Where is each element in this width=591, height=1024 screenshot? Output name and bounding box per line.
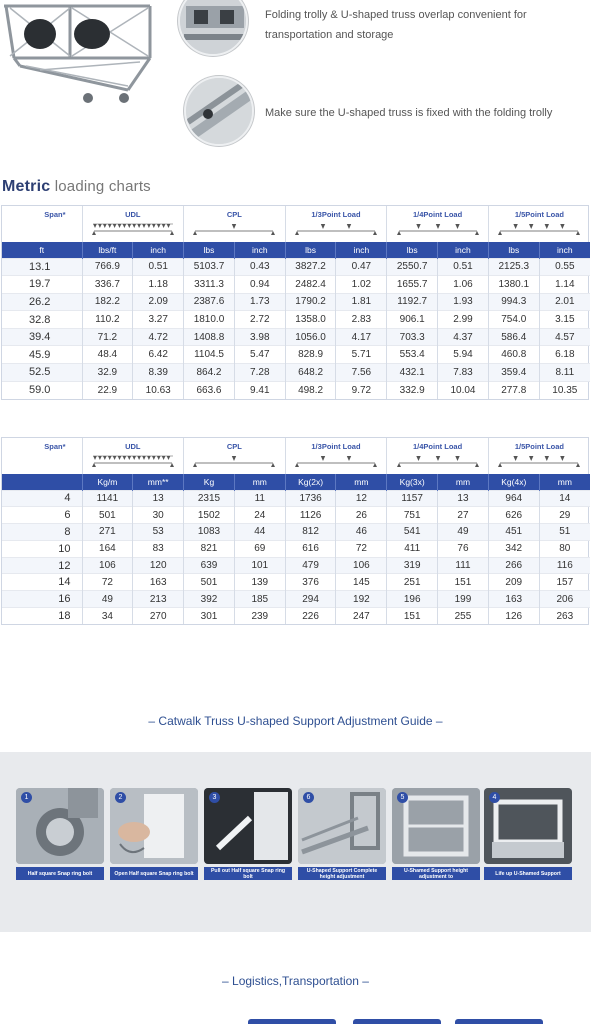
guide-step xyxy=(16,788,104,880)
span-cell: 8 xyxy=(2,524,82,541)
unit-cell: Kg(4x) xyxy=(488,474,539,490)
load-type-header-row xyxy=(2,438,590,474)
value-cell: 8.39 xyxy=(133,364,184,382)
table-row xyxy=(2,490,590,507)
value-cell: 6.18 xyxy=(539,346,590,364)
table-row xyxy=(2,540,590,557)
value-cell: 209 xyxy=(488,574,539,591)
value-cell: 0.55 xyxy=(539,258,590,276)
span-cell: 52.5 xyxy=(2,364,82,382)
value-cell: 0.47 xyxy=(336,258,387,276)
value-cell: 1104.5 xyxy=(184,346,235,364)
value-cell: 151 xyxy=(387,608,438,625)
span-cell: 14 xyxy=(2,574,82,591)
header-udl: UDL xyxy=(82,206,184,242)
guide-step xyxy=(204,788,292,880)
value-cell: 586.4 xyxy=(488,328,539,346)
step-caption: Half square Snap ring bolt xyxy=(16,867,104,880)
table-row xyxy=(2,591,590,608)
value-cell: 1408.8 xyxy=(184,328,235,346)
value-cell: 294 xyxy=(285,591,336,608)
value-cell: 106 xyxy=(336,557,387,574)
value-cell: 1358.0 xyxy=(285,311,336,329)
value-cell: 5.71 xyxy=(336,346,387,364)
load-type-header-row xyxy=(2,206,590,242)
value-cell: 266 xyxy=(488,557,539,574)
value-cell: 2387.6 xyxy=(184,293,235,311)
value-cell: 72 xyxy=(82,574,133,591)
value-cell: 703.3 xyxy=(387,328,438,346)
value-cell: 1.14 xyxy=(539,276,590,294)
table-row xyxy=(2,258,590,276)
quarter-point-diagram-icon xyxy=(397,223,479,235)
value-cell: 1083 xyxy=(184,524,235,541)
value-cell: 2.09 xyxy=(133,293,184,311)
header-third-point: 1/3Point Load xyxy=(285,206,387,242)
third-point-diagram-icon xyxy=(295,455,377,467)
value-cell: 498.2 xyxy=(285,381,336,399)
value-cell: 199 xyxy=(438,591,489,608)
loading-table-metric xyxy=(1,437,589,625)
table-row xyxy=(2,574,590,591)
unit-cell: Kg(3x) xyxy=(387,474,438,490)
value-cell: 2.83 xyxy=(336,311,387,329)
step-number: 5 xyxy=(397,792,408,803)
value-cell: 46 xyxy=(336,524,387,541)
cpl-diagram-icon xyxy=(193,223,275,235)
unit-cell: inch xyxy=(234,242,285,258)
step-caption: Life up U-Shamed Support xyxy=(484,867,572,880)
step-photo xyxy=(392,788,480,864)
value-cell: 5103.7 xyxy=(184,258,235,276)
value-cell: 1056.0 xyxy=(285,328,336,346)
value-cell: 3.15 xyxy=(539,311,590,329)
logistics-tab[interactable] xyxy=(455,1019,543,1024)
value-cell: 1.81 xyxy=(336,293,387,311)
value-cell: 4.72 xyxy=(133,328,184,346)
step-number: 2 xyxy=(115,792,126,803)
value-cell: 270 xyxy=(133,608,184,625)
value-cell: 994.3 xyxy=(488,293,539,311)
value-cell: 1.06 xyxy=(438,276,489,294)
header-quarter-point: 1/4Point Load xyxy=(387,206,489,242)
step-photo xyxy=(204,788,292,864)
value-cell: 145 xyxy=(336,574,387,591)
header-quarter-point: 1/4Point Load xyxy=(387,438,489,474)
table-row xyxy=(2,276,590,294)
value-cell: 3827.2 xyxy=(285,258,336,276)
unit-cell: mm xyxy=(539,474,590,490)
value-cell: 213 xyxy=(133,591,184,608)
value-cell: 157 xyxy=(539,574,590,591)
table-row xyxy=(2,346,590,364)
value-cell: 864.2 xyxy=(184,364,235,382)
guide-step xyxy=(298,788,386,880)
unit-cell: lbs xyxy=(387,242,438,258)
value-cell: 616 xyxy=(285,540,336,557)
udl-diagram-icon xyxy=(92,223,174,235)
value-cell: 11 xyxy=(234,490,285,507)
value-cell: 71.2 xyxy=(82,328,133,346)
value-cell: 1.93 xyxy=(438,293,489,311)
value-cell: 72 xyxy=(336,540,387,557)
step-photo xyxy=(110,788,198,864)
value-cell: 1126 xyxy=(285,507,336,524)
value-cell: 110.2 xyxy=(82,311,133,329)
header-cpl: CPL xyxy=(184,206,286,242)
value-cell: 251 xyxy=(387,574,438,591)
value-cell: 411 xyxy=(387,540,438,557)
value-cell: 3.98 xyxy=(234,328,285,346)
header-fifth-point: 1/5Point Load xyxy=(488,438,590,474)
value-cell: 80 xyxy=(539,540,590,557)
value-cell: 1502 xyxy=(184,507,235,524)
unit-cell: lbs xyxy=(488,242,539,258)
value-cell: 2315 xyxy=(184,490,235,507)
value-cell: 751 xyxy=(387,507,438,524)
value-cell: 376 xyxy=(285,574,336,591)
value-cell: 271 xyxy=(82,524,133,541)
heading-bold: Metric xyxy=(2,178,51,195)
guide-step xyxy=(392,788,480,880)
unit-row xyxy=(2,242,590,258)
value-cell: 6.42 xyxy=(133,346,184,364)
step-number: 1 xyxy=(21,792,32,803)
cpl-diagram-icon xyxy=(193,455,275,467)
value-cell: 1141 xyxy=(82,490,133,507)
value-cell: 196 xyxy=(387,591,438,608)
value-cell: 48.4 xyxy=(82,346,133,364)
adjustment-guide-band xyxy=(0,752,591,932)
value-cell: 13 xyxy=(438,490,489,507)
value-cell: 906.1 xyxy=(387,311,438,329)
value-cell: 479 xyxy=(285,557,336,574)
value-cell: 0.51 xyxy=(133,258,184,276)
guide-step xyxy=(484,788,572,880)
value-cell: 648.2 xyxy=(285,364,336,382)
feature-section xyxy=(0,0,591,150)
value-cell: 226 xyxy=(285,608,336,625)
span-cell: 16 xyxy=(2,591,82,608)
unit-cell: Kg(2x) xyxy=(285,474,336,490)
step-caption: U-Shaped Support Complete height adjustment xyxy=(298,867,386,880)
unit-cell: Kg xyxy=(184,474,235,490)
value-cell: 1.73 xyxy=(234,293,285,311)
span-cell: 32.8 xyxy=(2,311,82,329)
logistics-tab[interactable] xyxy=(248,1019,336,1024)
step-photo xyxy=(484,788,572,864)
value-cell: 13 xyxy=(133,490,184,507)
unit-cell xyxy=(2,474,82,490)
value-cell: 754.0 xyxy=(488,311,539,329)
value-cell: 29 xyxy=(539,507,590,524)
value-cell: 182.2 xyxy=(82,293,133,311)
logistics-tab[interactable] xyxy=(353,1019,441,1024)
value-cell: 501 xyxy=(184,574,235,591)
value-cell: 247 xyxy=(336,608,387,625)
span-cell: 13.1 xyxy=(2,258,82,276)
value-cell: 1.18 xyxy=(133,276,184,294)
value-cell: 8.11 xyxy=(539,364,590,382)
value-cell: 139 xyxy=(234,574,285,591)
third-point-diagram-icon xyxy=(295,223,377,235)
step-photo xyxy=(16,788,104,864)
value-cell: 319 xyxy=(387,557,438,574)
value-cell: 541 xyxy=(387,524,438,541)
value-cell: 49 xyxy=(82,591,133,608)
unit-cell: inch xyxy=(336,242,387,258)
value-cell: 2.99 xyxy=(438,311,489,329)
span-cell: 26.2 xyxy=(2,293,82,311)
value-cell: 301 xyxy=(184,608,235,625)
value-cell: 5.94 xyxy=(438,346,489,364)
value-cell: 821 xyxy=(184,540,235,557)
step-caption: Open Half square Snap ring bolt xyxy=(110,867,198,880)
header-span: Span* xyxy=(44,210,66,219)
value-cell: 2.72 xyxy=(234,311,285,329)
value-cell: 5.47 xyxy=(234,346,285,364)
guide-step xyxy=(110,788,198,880)
value-cell: 9.72 xyxy=(336,381,387,399)
value-cell: 116 xyxy=(539,557,590,574)
feature-text-storage: Folding trolly & U-shaped truss overlap convenient for transportation and storage xyxy=(265,9,527,41)
value-cell: 0.94 xyxy=(234,276,285,294)
value-cell: 1810.0 xyxy=(184,311,235,329)
table-row xyxy=(2,507,590,524)
value-cell: 1736 xyxy=(285,490,336,507)
value-cell: 206 xyxy=(539,591,590,608)
unit-cell: lbs xyxy=(184,242,235,258)
unit-cell: mm xyxy=(438,474,489,490)
value-cell: 44 xyxy=(234,524,285,541)
value-cell: 336.7 xyxy=(82,276,133,294)
metric-loading-heading xyxy=(2,178,151,196)
value-cell: 51 xyxy=(539,524,590,541)
value-cell: 12 xyxy=(336,490,387,507)
value-cell: 239 xyxy=(234,608,285,625)
value-cell: 1.02 xyxy=(336,276,387,294)
value-cell: 639 xyxy=(184,557,235,574)
value-cell: 766.9 xyxy=(82,258,133,276)
value-cell: 163 xyxy=(488,591,539,608)
value-cell: 120 xyxy=(133,557,184,574)
value-cell: 663.6 xyxy=(184,381,235,399)
unit-cell: inch xyxy=(438,242,489,258)
header-fifth-point: 1/5Point Load xyxy=(488,206,590,242)
value-cell: 828.9 xyxy=(285,346,336,364)
unit-cell: ft xyxy=(2,242,82,258)
value-cell: 812 xyxy=(285,524,336,541)
step-photo xyxy=(298,788,386,864)
value-cell: 10.35 xyxy=(539,381,590,399)
truss-trolley-detail-photo xyxy=(178,0,248,56)
value-cell: 964 xyxy=(488,490,539,507)
header-span: Span* xyxy=(44,442,66,451)
unit-row xyxy=(2,474,590,490)
value-cell: 126 xyxy=(488,608,539,625)
value-cell: 32.9 xyxy=(82,364,133,382)
span-cell: 59.0 xyxy=(2,381,82,399)
logistics-title: – Logistics,Transportation – xyxy=(222,974,369,988)
value-cell: 83 xyxy=(133,540,184,557)
value-cell: 4.37 xyxy=(438,328,489,346)
value-cell: 76 xyxy=(438,540,489,557)
value-cell: 263 xyxy=(539,608,590,625)
value-cell: 451 xyxy=(488,524,539,541)
span-cell: 19.7 xyxy=(2,276,82,294)
value-cell: 460.8 xyxy=(488,346,539,364)
unit-cell: inch xyxy=(133,242,184,258)
span-cell: 6 xyxy=(2,507,82,524)
value-cell: 2125.3 xyxy=(488,258,539,276)
udl-diagram-icon xyxy=(92,455,174,467)
value-cell: 432.1 xyxy=(387,364,438,382)
table-row xyxy=(2,328,590,346)
table-row xyxy=(2,524,590,541)
value-cell: 34 xyxy=(82,608,133,625)
value-cell: 27 xyxy=(438,507,489,524)
step-caption: Pull out Half square Snap ring bolt xyxy=(204,867,292,880)
value-cell: 26 xyxy=(336,507,387,524)
span-cell: 45.9 xyxy=(2,346,82,364)
value-cell: 1790.2 xyxy=(285,293,336,311)
value-cell: 359.4 xyxy=(488,364,539,382)
unit-cell: lbs xyxy=(285,242,336,258)
value-cell: 2.01 xyxy=(539,293,590,311)
step-number: 4 xyxy=(489,792,500,803)
step-number: 3 xyxy=(209,792,220,803)
value-cell: 111 xyxy=(438,557,489,574)
table-row xyxy=(2,557,590,574)
value-cell: 1380.1 xyxy=(488,276,539,294)
value-cell: 4.57 xyxy=(539,328,590,346)
value-cell: 24 xyxy=(234,507,285,524)
step-caption: U-Shamed Support height adjustment to xyxy=(392,867,480,880)
unit-cell: mm xyxy=(336,474,387,490)
value-cell: 101 xyxy=(234,557,285,574)
value-cell: 30 xyxy=(133,507,184,524)
truss-fixing-detail-photo xyxy=(184,76,254,146)
table-row xyxy=(2,311,590,329)
unit-cell: lbs/ft xyxy=(82,242,133,258)
header-udl: UDL xyxy=(82,438,184,474)
span-cell: 12 xyxy=(2,557,82,574)
value-cell: 3311.3 xyxy=(184,276,235,294)
value-cell: 1192.7 xyxy=(387,293,438,311)
loading-table-imperial xyxy=(1,205,589,400)
table-row xyxy=(2,608,590,625)
value-cell: 69 xyxy=(234,540,285,557)
value-cell: 9.41 xyxy=(234,381,285,399)
span-cell: 4 xyxy=(2,490,82,507)
value-cell: 151 xyxy=(438,574,489,591)
value-cell: 255 xyxy=(438,608,489,625)
value-cell: 0.51 xyxy=(438,258,489,276)
fifth-point-diagram-icon xyxy=(498,223,580,235)
value-cell: 392 xyxy=(184,591,235,608)
value-cell: 49 xyxy=(438,524,489,541)
value-cell: 1655.7 xyxy=(387,276,438,294)
value-cell: 342 xyxy=(488,540,539,557)
table-row xyxy=(2,293,590,311)
value-cell: 10.63 xyxy=(133,381,184,399)
value-cell: 53 xyxy=(133,524,184,541)
adjustment-guide-title: – Catwalk Truss U-shaped Support Adjustment Guide – xyxy=(148,714,443,728)
value-cell: 501 xyxy=(82,507,133,524)
unit-cell: mm** xyxy=(133,474,184,490)
value-cell: 7.28 xyxy=(234,364,285,382)
value-cell: 22.9 xyxy=(82,381,133,399)
heading-rest: loading charts xyxy=(50,178,151,195)
value-cell: 192 xyxy=(336,591,387,608)
value-cell: 106 xyxy=(82,557,133,574)
value-cell: 185 xyxy=(234,591,285,608)
span-cell: 39.4 xyxy=(2,328,82,346)
truss-trolley-photo xyxy=(0,0,162,104)
value-cell: 626 xyxy=(488,507,539,524)
value-cell: 7.83 xyxy=(438,364,489,382)
value-cell: 0.43 xyxy=(234,258,285,276)
span-cell: 18 xyxy=(2,608,82,625)
value-cell: 7.56 xyxy=(336,364,387,382)
unit-cell: Kg/m xyxy=(82,474,133,490)
value-cell: 553.4 xyxy=(387,346,438,364)
value-cell: 2482.4 xyxy=(285,276,336,294)
table-row xyxy=(2,381,590,399)
header-third-point: 1/3Point Load xyxy=(285,438,387,474)
unit-cell: mm xyxy=(234,474,285,490)
value-cell: 10.04 xyxy=(438,381,489,399)
value-cell: 277.8 xyxy=(488,381,539,399)
table-row xyxy=(2,364,590,382)
value-cell: 2550.7 xyxy=(387,258,438,276)
feature-text-fixing: Make sure the U-shaped truss is fixed with the folding trolly xyxy=(265,107,553,119)
fifth-point-diagram-icon xyxy=(498,455,580,467)
unit-cell: inch xyxy=(539,242,590,258)
span-cell: 10 xyxy=(2,540,82,557)
value-cell: 14 xyxy=(539,490,590,507)
step-number: 6 xyxy=(303,792,314,803)
value-cell: 163 xyxy=(133,574,184,591)
value-cell: 1157 xyxy=(387,490,438,507)
value-cell: 332.9 xyxy=(387,381,438,399)
value-cell: 4.17 xyxy=(336,328,387,346)
value-cell: 3.27 xyxy=(133,311,184,329)
quarter-point-diagram-icon xyxy=(397,455,479,467)
header-cpl: CPL xyxy=(184,438,286,474)
value-cell: 164 xyxy=(82,540,133,557)
